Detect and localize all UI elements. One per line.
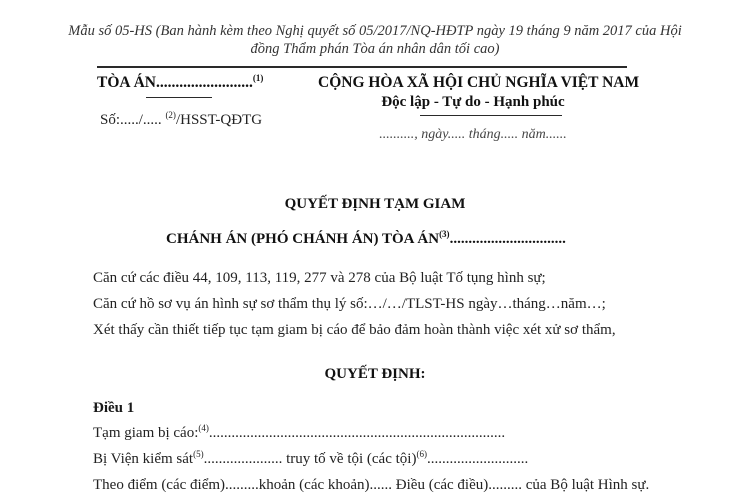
footnote-ref-5: (5) [193,449,204,459]
footnote-ref-4: (4) [198,423,209,433]
authority-text: CHÁNH ÁN (PHÓ CHÁNH ÁN) TÒA ÁN [166,231,440,247]
article-1-line-1 [93,425,505,442]
court-underline [146,97,212,98]
document-title: QUYẾT ĐỊNH TẠM GIAM [284,196,466,212]
decision-number [100,112,262,129]
footnote-ref-1: (1) [252,72,264,83]
form-note-line1: Mẫu số 05-HS (Ban hành kèm theo Nghị quyết số 05/2017/NQ-HĐTP ngày 19 tháng 9 năm 2017 của Hội [68,23,682,39]
court-name-field [97,74,263,92]
procuracy-label: Bị Viện kiểm sát [93,451,194,467]
footnote-ref-3: (3) [439,229,450,239]
date-line: .........., ngày..... tháng..... năm...... [379,127,567,142]
charge-label: ..................... truy tố về tội (các tội) [203,451,417,467]
detainee-label: Tạm giam bị cáo: [93,425,199,441]
article-1-line-2 [93,451,528,468]
footnote-ref-6: (6) [416,449,427,459]
court-label: TÒA ÁN......................... [97,74,253,91]
nation-title: CỘNG HÒA XÃ HỘI CHỦ NGHĨA VIỆT NAM [318,74,640,91]
charge-blank: ........................... [426,451,529,467]
ground-2: Căn cứ hồ sơ vụ án hình sự sơ thẩm thụ lý số:…/…/TLST-HS ngày…tháng…năm…; [93,296,606,312]
issuing-authority [166,231,566,248]
top-divider [97,66,627,68]
form-note-line2: đồng Thẩm phán Tòa án nhân dân tối cao) [250,41,500,57]
decision-heading: QUYẾT ĐỊNH: [324,366,426,382]
article-1-line-3: Theo điểm (các điểm).........khoản (các khoản)...... Điều (các điều)......... của Bộ luật Hình sự. [93,477,650,493]
authority-blank: ............................... [449,231,566,247]
number-suffix: /HSST-QĐTG [175,112,263,128]
ground-3: Xét thấy cần thiết tiếp tục tạm giam bị cáo để bảo đảm hoàn thành việc xét xử sơ thẩm, [93,322,616,338]
article-1-heading: Điều 1 [93,400,135,416]
detainee-blank: ............................................................................... [208,425,506,441]
ground-1: Căn cứ các điều 44, 109, 113, 119, 277 và 278 của Bộ luật Tố tụng hình sự; [93,270,546,286]
number-prefix: Số:...../..... [100,112,166,128]
national-motto: Độc lập - Tự do - Hạnh phúc [381,94,565,110]
motto-underline [420,115,562,116]
footnote-ref-2: (2) [165,110,176,120]
